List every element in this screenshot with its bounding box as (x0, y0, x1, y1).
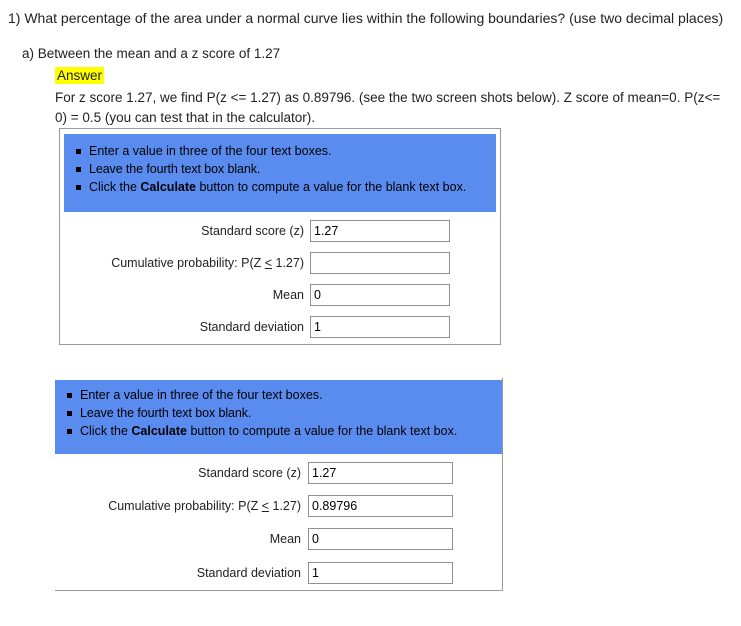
cumulative-probability-row (55, 494, 502, 518)
answer-text: For z score 1.27, we find P(z <= 1.27) as 0.89796. (see the two screen shots below). Z score of mean=0. P(z<= 0) = 0.5 (you can test that in the calculator). (55, 90, 721, 125)
mean-input[interactable] (308, 528, 453, 550)
instruction-item: Leave the fourth text box blank. (64, 160, 496, 178)
z-score-label: Standard score (z) (198, 466, 301, 480)
answer-label: Answer (57, 68, 103, 83)
mean-input[interactable] (310, 284, 450, 306)
instructions-box (55, 380, 502, 454)
z-score-row (60, 219, 500, 243)
calculate-keyword: Calculate (140, 180, 196, 194)
mean-row (60, 283, 500, 307)
calculate-keyword: Calculate (131, 424, 187, 438)
instruction-item: Enter a value in three of the four text boxes. (55, 386, 502, 404)
standard-deviation-input[interactable] (308, 562, 453, 584)
cumulative-probability-input[interactable] (308, 495, 453, 517)
calculator-panel-1 (59, 128, 501, 345)
cumulative-probability-label: Cumulative probability: P(Z < 1.27) (111, 256, 304, 270)
mean-label: Mean (269, 532, 301, 546)
z-score-label: Standard score (z) (201, 224, 304, 238)
standard-deviation-row (60, 315, 500, 339)
standard-deviation-input[interactable] (310, 316, 450, 338)
instruction-item: Click the Calculate button to compute a value for the blank text box. (64, 178, 496, 196)
instruction-item: Leave the fourth text box blank. (55, 404, 502, 422)
question-text: 1) What percentage of the area under a normal curve lies within the following boundaries? (use two decimal places) (8, 10, 724, 26)
mean-label: Mean (272, 288, 304, 302)
standard-deviation-label: Standard deviation (196, 566, 301, 580)
cumulative-probability-label: Cumulative probability: P(Z < 1.27) (108, 499, 301, 513)
standard-deviation-label: Standard deviation (199, 320, 304, 334)
instructions-box (64, 134, 496, 212)
part-a-text: a) Between the mean and a z score of 1.27 (22, 46, 281, 61)
standard-deviation-row (55, 561, 502, 585)
instruction-item: Click the Calculate button to compute a value for the blank text box. (55, 422, 502, 440)
cumulative-probability-row (60, 251, 500, 275)
mean-row (55, 527, 502, 551)
cumulative-probability-input[interactable] (310, 252, 450, 274)
z-score-input[interactable] (308, 462, 453, 484)
instruction-item: Enter a value in three of the four text boxes. (64, 142, 496, 160)
calculator-panel-2 (55, 378, 503, 591)
z-score-input[interactable] (310, 220, 450, 242)
z-score-row (55, 461, 502, 485)
